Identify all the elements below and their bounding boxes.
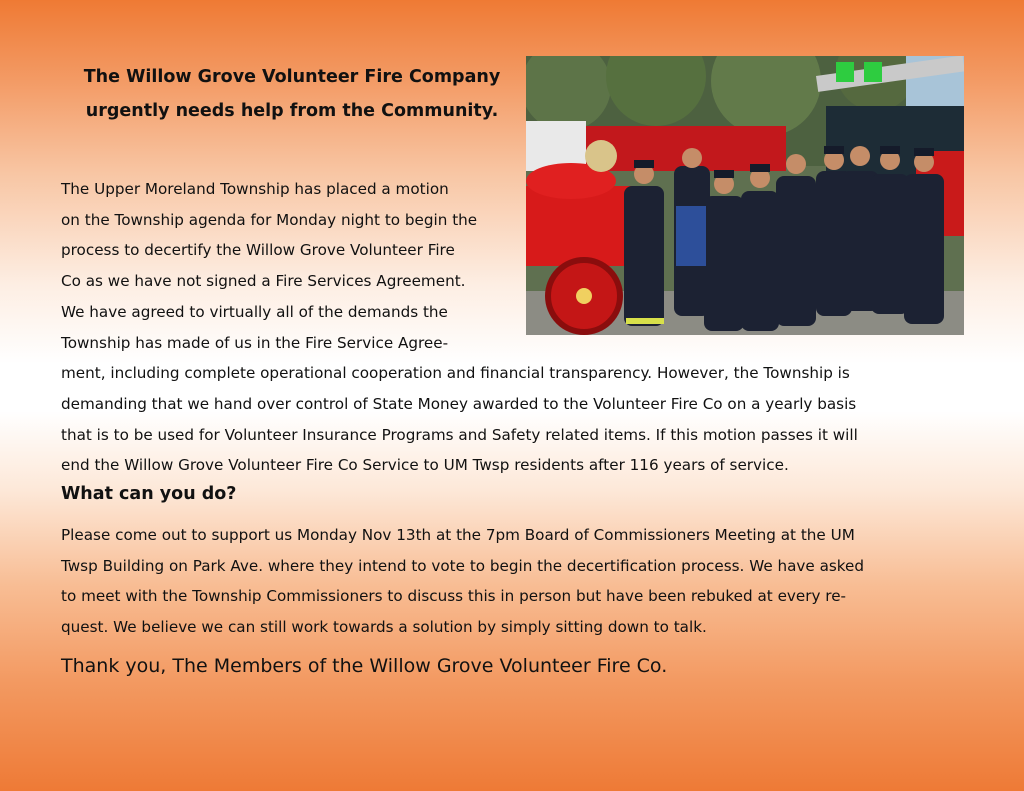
body-line: ment, including complete operational cooperation and financial transparency. However, the Township is xyxy=(61,364,850,383)
body-line: Township has made of us in the Fire Service Agree- xyxy=(61,333,449,352)
headline-line-1: The Willow Grove Volunteer Fire Company xyxy=(83,67,501,87)
support-line: Please come out to support us Monday Nov 13th at the 7pm Board of Commissioners Meeting at the UM xyxy=(61,526,855,544)
section-heading: What can you do? xyxy=(61,484,237,504)
body-line: on the Township agenda for Monday night to begin the xyxy=(61,210,478,229)
headline xyxy=(62,60,522,128)
body-line: that is to be used for Volunteer Insurance Programs and Safety related items. If this motion passes it will xyxy=(61,425,858,444)
support-line: to meet with the Township Commissioners to discuss this in person but have been rebuked at every re- xyxy=(61,587,847,606)
body-line: demanding that we hand over control of State Money awarded to the Volunteer Fire Co on a yearly basis xyxy=(61,394,857,413)
main-paragraph xyxy=(61,174,858,481)
support-paragraph xyxy=(61,520,864,643)
support-line: Twsp Building on Park Ave. where they intend to vote to begin the decertification process. We have asked xyxy=(61,556,865,575)
headline-line-2: urgently needs help from the Community. xyxy=(85,101,499,121)
body-line: process to decertify the Willow Grove Volunteer Fire xyxy=(61,241,455,260)
closing-signature: Thank you, The Members of the Willow Grove Volunteer Fire Co. xyxy=(61,655,668,677)
body-line: end the Willow Grove Volunteer Fire Co Service to UM Twsp residents after 116 years of service. xyxy=(61,456,789,475)
body-line: The Upper Moreland Township has placed a motion xyxy=(61,180,449,198)
body-line: Co as we have not signed a Fire Services Agreement. xyxy=(61,272,466,291)
body-line: We have agreed to virtually all of the demands the xyxy=(61,302,448,321)
support-line: quest. We believe we can still work towards a solution by simply sitting down to talk. xyxy=(61,618,707,637)
